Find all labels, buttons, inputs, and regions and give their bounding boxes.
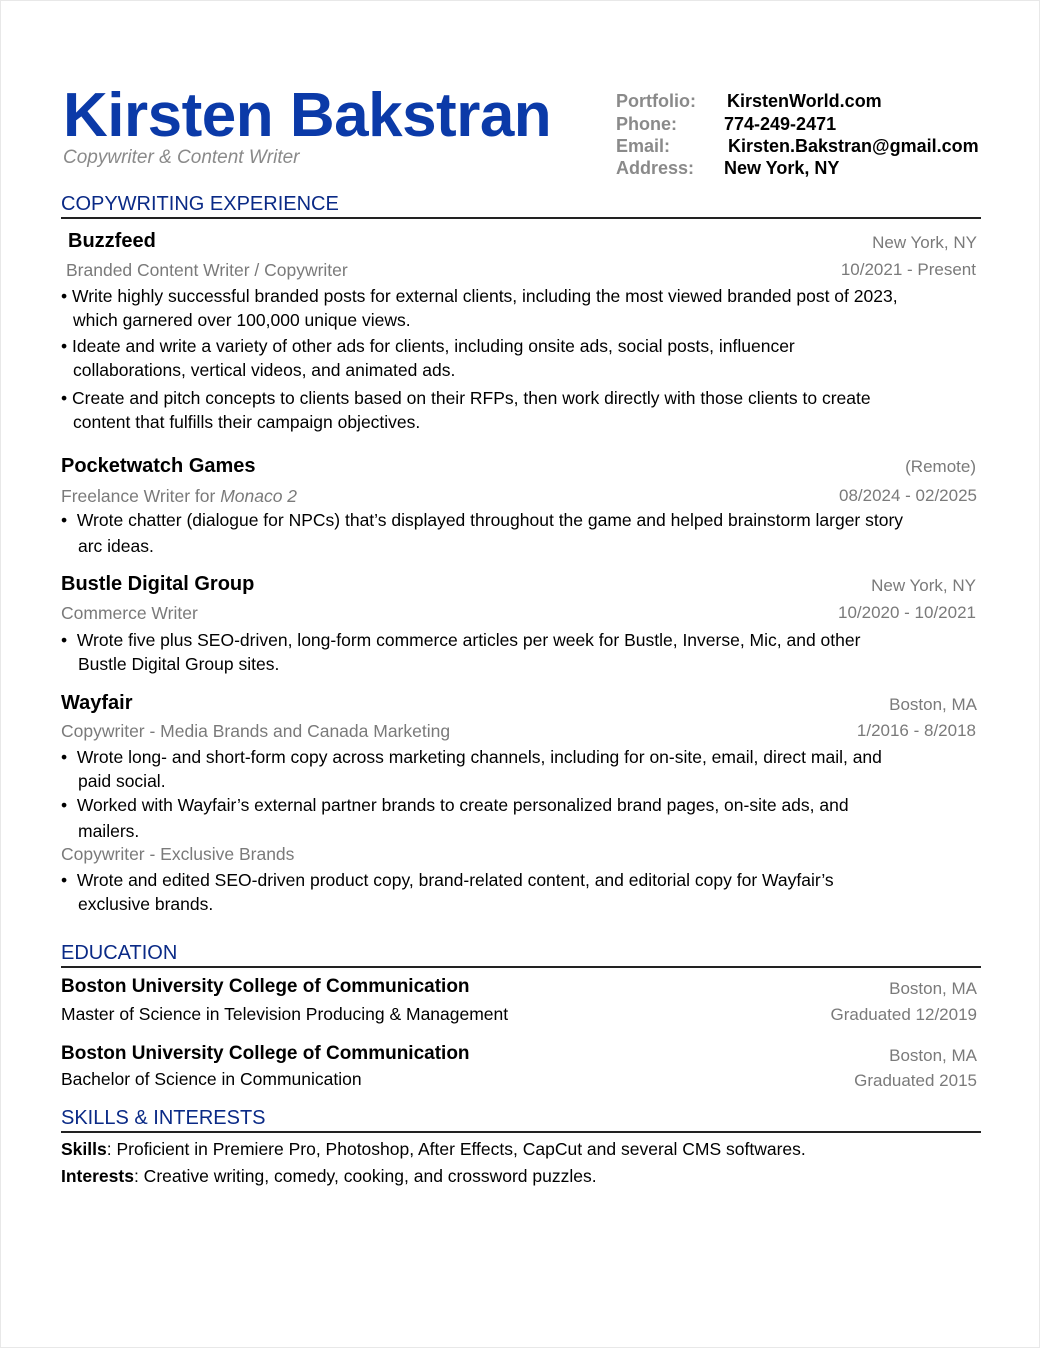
job-org: Buzzfeed [68,230,156,252]
job-org: Pocketwatch Games [61,455,256,477]
school-location: Boston, MA [889,1046,977,1065]
candidate-name: Kirsten Bakstran [63,81,552,150]
interests-line: Interests: Creative writing, comedy, cooking, and crossword puzzles. [61,1166,597,1186]
bullet-item-cont: Bustle Digital Group sites. [78,654,280,674]
job-location: New York, NY [872,233,977,252]
graduation-date: Graduated 12/2019 [830,1005,977,1024]
job-role: Branded Content Writer / Copywriter [66,260,348,280]
bullet-item: • Wrote five plus SEO-driven, long-form commerce articles per week for Bustle, Inverse, Mic, and other [61,630,861,650]
email-link[interactable]: Kirsten.Bakstran@gmail.com [728,136,979,156]
section-divider [61,966,981,968]
job-dates: 10/2020 - 10/2021 [837,603,976,622]
graduation-date: Graduated 2015 [854,1071,977,1090]
bullet-item-cont: paid social. [78,771,166,791]
bullet-item: • Ideate and write a variety of other ads for clients, including onsite ads, social posts, influencer [61,336,795,356]
candidate-title: Copywriter & Content Writer [63,147,300,168]
degree: Bachelor of Science in Communication [61,1069,362,1089]
phone-label: Phone: [616,114,677,134]
experience-heading: COPYWRITING EXPERIENCE [61,193,339,215]
school-name: Boston University College of Communication [61,976,470,997]
section-divider [61,217,981,219]
bullet-item-cont: exclusive brands. [78,894,214,914]
job-role: Commerce Writer [61,603,198,623]
job-dates: 08/2024 - 02/2025 [838,486,977,505]
school-name: Boston University College of Communication [61,1043,470,1064]
job-org: Bustle Digital Group [61,573,255,595]
job-dates: 1/2016 - 8/2018 [856,721,976,740]
job-location: Boston, MA [889,695,977,714]
school-location: Boston, MA [889,979,977,998]
portfolio-link[interactable]: KirstenWorld.com [727,91,882,111]
job-role: Freelance Writer for Monaco 2 [61,486,298,506]
education-heading: EDUCATION [61,942,178,964]
job-location: (Remote) [905,457,976,476]
email-label: Email: [616,136,671,156]
bullet-item: • Wrote chatter (dialogue for NPCs) that’s displayed throughout the game and helped brainstorm larger story [61,510,904,530]
job-location: New York, NY [871,576,976,595]
bullet-item-cont: which garnered over 100,000 unique views. [73,310,411,330]
job-dates: 10/2021 - Present [840,260,976,279]
bullet-item-cont: mailers. [78,821,140,841]
bullet-item-cont: arc ideas. [78,536,154,556]
address-label: Address: [616,158,695,178]
job-role: Copywriter - Media Brands and Canada Marketing [61,721,451,741]
bullet-item: • Write highly successful branded posts for external clients, including the most viewed branded post of 2023, [61,286,898,306]
skills-heading: SKILLS & INTERESTS [61,1107,266,1129]
job-role-secondary: Copywriter - Exclusive Brands [61,844,295,864]
bullet-item: • Wrote long- and short-form copy across marketing channels, including for on-site, email, direct mail, and [61,747,882,767]
bullet-item: • Create and pitch concepts to clients based on their RFPs, then work directly with those clients to create [61,388,871,408]
address-value: New York, NY [724,158,840,178]
bullet-item-cont: content that fulfills their campaign objectives. [73,412,421,432]
bullet-item: • Wrote and edited SEO-driven product copy, brand-related content, and editorial copy for Wayfair’s [61,870,834,890]
phone-value: 774-249-2471 [724,114,837,134]
degree: Master of Science in Television Producing & Management [61,1004,509,1024]
section-divider [61,1131,981,1133]
bullet-item-cont: collaborations, vertical videos, and animated ads. [73,360,456,380]
bullet-item: • Worked with Wayfair’s external partner brands to create personalized brand pages, on-site ads, and [61,795,849,815]
skills-line: Skills: Proficient in Premiere Pro, Photoshop, After Effects, CapCut and several CMS softwares. [61,1139,806,1159]
portfolio-label: Portfolio: [616,91,696,111]
job-org: Wayfair [61,692,133,714]
